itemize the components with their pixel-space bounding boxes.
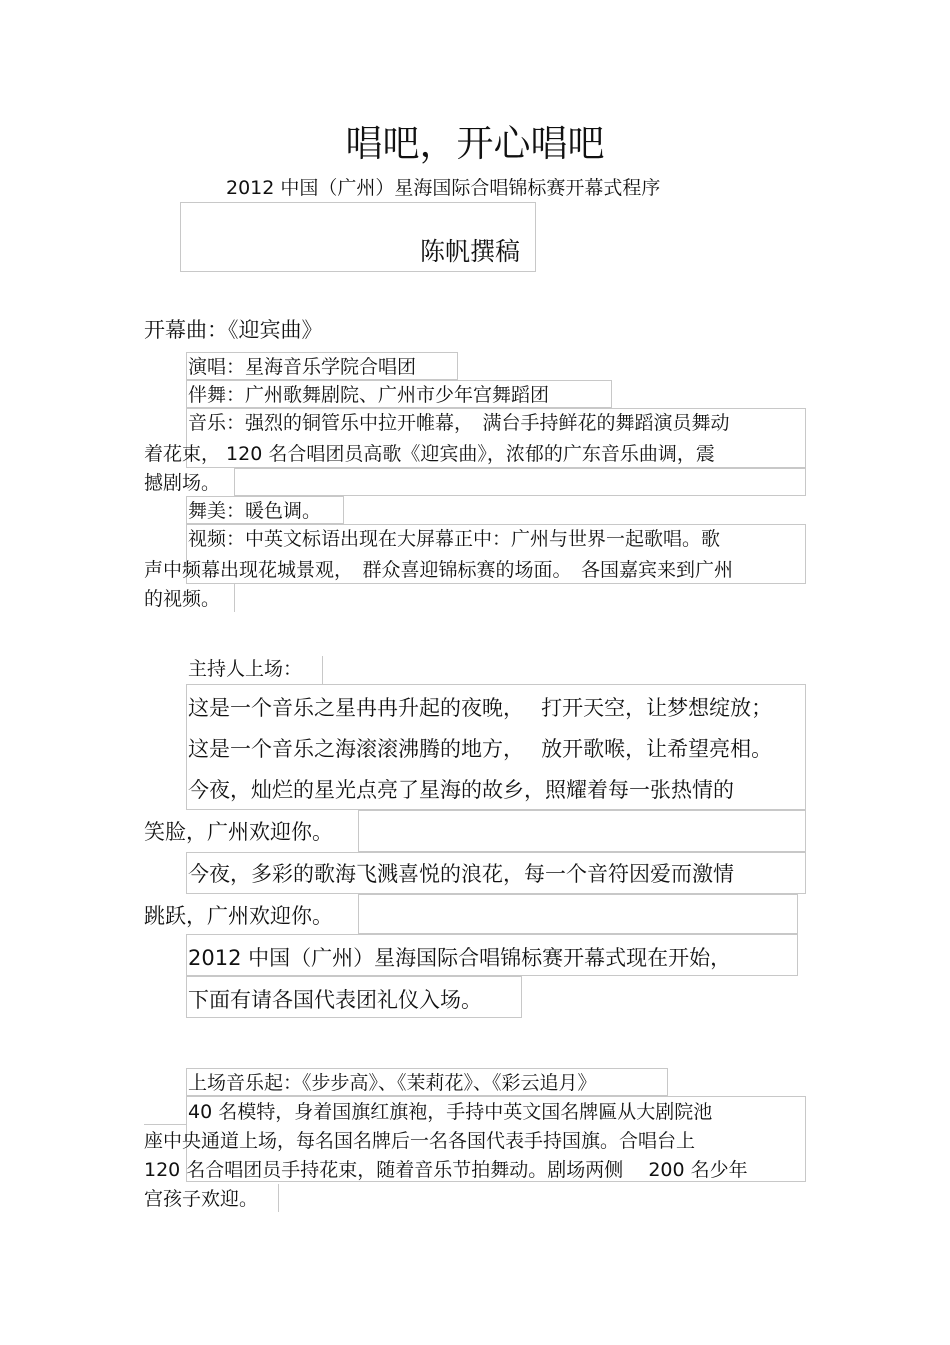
- section1-line: 着花束， 120 名合唱团员高歌《迎宾曲》，浓郁的广东音乐曲调，震: [144, 443, 715, 465]
- section3-heading: 上场音乐起：《步步高》、《茉莉花》、《彩云追月》: [188, 1072, 597, 1094]
- section3-line: 宫孩子欢迎。: [144, 1188, 259, 1210]
- section1-line: 音乐：强烈的铜管乐中拉开帷幕， 满台手持鲜花的舞蹈演员舞动: [188, 412, 730, 434]
- document-subtitle: 2012 中国（广州）星海国际合唱锦标赛开幕式程序: [226, 177, 661, 199]
- frame-line-12: [358, 894, 798, 934]
- section1-line: 伴舞：广州歌舞剧院、广州市少年宫舞蹈团: [188, 384, 550, 406]
- section1-line: 舞美：暖色调。: [188, 500, 322, 522]
- section1-line: 撼剧场。: [144, 472, 221, 494]
- section2-line: 这是一个音乐之海滚滚沸腾的地方， 放开歌喉，让希望亮相。: [188, 737, 773, 761]
- section3-line: 120 名合唱团员手持花束，随着音乐节拍舞动。剧场两侧 200 名少年: [144, 1159, 748, 1181]
- section1-line: 演唱：星海音乐学院合唱团: [188, 356, 417, 378]
- section3-line: 40 名模特，身着国旗红旗袍，手持中英文国名牌匾从大剧院池: [188, 1101, 713, 1123]
- frame-line-10: [358, 810, 806, 852]
- section1-line: 的视频。: [144, 588, 221, 610]
- section2-line: 笑脸，广州欢迎你。: [144, 820, 333, 844]
- section3-line: 座中央通道上场，每名国名牌后一名各国代表手持国旗。合唱台上: [144, 1130, 696, 1152]
- section2-line: 今夜，多彩的歌海飞溅喜悦的浪花，每一个音符因爱而激情: [188, 862, 734, 886]
- section2-line: 这是一个音乐之星冉冉升起的夜晚， 打开天空，让梦想绽放；: [188, 696, 773, 720]
- section1-line: 视频：中英文标语出现在大屏幕正中：广州与世界一起歌唱。歌: [188, 528, 721, 550]
- section1-heading: 开幕曲：《迎宾曲》: [144, 318, 323, 342]
- author-credit: 陈帆撰稿: [420, 237, 521, 266]
- section1-line: 声中频幕出现花城景观， 群众喜迎锦标赛的场面。 各国嘉宾来到广州: [144, 559, 734, 581]
- section2-heading: 主持人上场：: [188, 658, 303, 680]
- section2-line: 跳跃，广州欢迎你。: [144, 904, 333, 928]
- frame-line-8: [322, 656, 323, 684]
- document-title: 唱吧，开心唱吧: [345, 122, 605, 165]
- section2-line: 2012 中国（广州）星海国际合唱锦标赛开幕式现在开始，: [188, 946, 732, 970]
- frame-line-17: [278, 1184, 279, 1212]
- section2-line: 下面有请各国代表团礼仪入场。: [188, 988, 482, 1012]
- frame-indent-1: [144, 1124, 186, 1125]
- frame-line-7: [234, 584, 235, 612]
- frame-line-4: [234, 468, 806, 496]
- section2-line: 今夜，灿烂的星光点亮了星海的故乡，照耀着每一张热情的: [188, 778, 734, 802]
